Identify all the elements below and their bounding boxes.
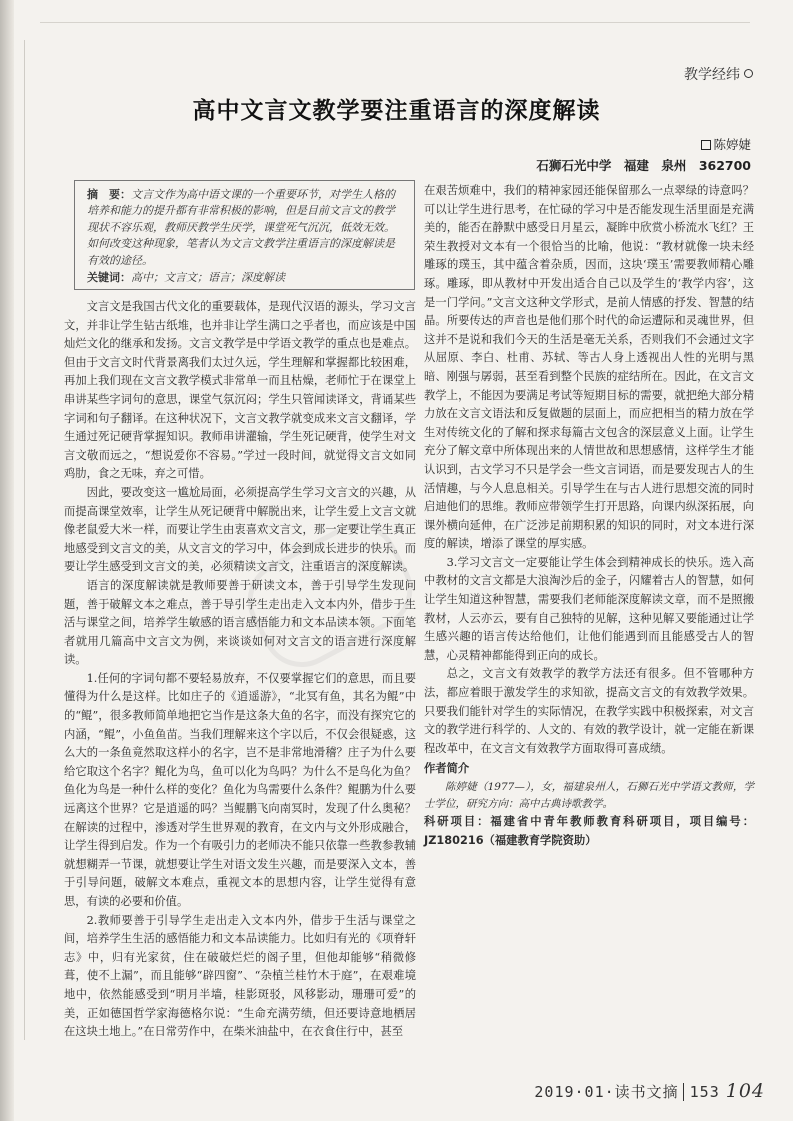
- scan-fold-line: [24, 40, 25, 1040]
- author-line: [701, 135, 751, 153]
- keywords-label: 关键词：: [87, 271, 131, 285]
- author-affiliation: 石狮石光中学 福建 泉州 362700: [536, 158, 751, 173]
- paragraph: 在艰苦烦难中，我们的精神家园还能保留那么一点翠绿的诗意吗？可以让学生进行思考，在忙碌的学习中是否能发现生活里面是充满美的，能否在静默中感受日月星云，凝眸中欣赏小桥流水飞红？王荣生教授对文本有一个很恰当的比喻，他说：“教材就像一块未经雕琢的璞玉，其中蕴含着杂质，因而，这块‘璞玉’需要教师精心雕琢。雕琢，即从教材中开发出适合自己以及学生的‘教学内容’，这是一门学问。”文言文这种文学形式，是前人情感的抒发、智慧的结晶。所要传达的声音也是他们那个时代的命运遭际和灵魂世界，但这并不是说和我们今天的生活是毫无关系，否则我们不会通过文字从屈原、李白、杜甫、苏轼、等古人身上透视出人性的光明与黑暗、刚强与孱弱，甚至看到整个民族的症结所在。因此，在文言文教学上，不能因为要满足考试等短期目标的需要，就把绝大部分精力放在文言文语法和反复做题的层面上，而应把相当的精力放在学生对传统文化的了解和探求每篇古文包含的深层意义上面。让学生充分了解文章中所体现出来的人情世故和思想感情，这样学生才能认识到，古文学习不只是学会一些文言词语，而是要发现古人的生活情趣，与今人息息相关。引导学生在与古人进行思想交流的同时启迪他们的思维。教师应带领学生打开思路，向课内纵深拓展，向课外横向延伸，在广泛涉足前期积累的知识的同时，对文本进行深度的解读，增添了课堂的厚实感。: [424, 184, 754, 551]
- handwritten-page-number: 104: [725, 1080, 765, 1102]
- section-tag-label: 教学经纬: [684, 67, 740, 83]
- keywords: [87, 270, 404, 286]
- abstract-label: 摘 要：: [87, 188, 131, 201]
- paragraph: 语言的深度解读就是教师要善于研读文本，善于引导学生发现问题，善于破解文本之难点，善于导引学生走出走入文本内外，借步于生活与课堂之间，培养学生敏感的语言感悟能力和文本品读本领。下面笔者就用几篇高中文言文为例，来谈谈如何对文言文的语言进行深度解读。: [64, 578, 416, 667]
- top-rule: [40, 22, 750, 23]
- page-number: 153: [683, 1083, 720, 1101]
- paragraph: 2.教师要善于引导学生走出走入文本内外，借步于生活与课堂之间，培养学生生活的感悟能力和文本品读能力。比如归有光的《项脊轩志》中，归有光家贫，住在破破烂烂的阁子里，但他却能够“稍微修葺，使不上漏”，而且能够“辟四窗”、“杂植兰桂竹木于庭”，在艰难境地中，依然能感受到“明月半墙，桂影斑驳，风移影动，珊珊可爱”的美，正如德国哲学家海德格尔说：“生命充满劳绩，但还要诗意地栖居在这块土地上。”在日常劳作中，在柴米油盐中，在衣食住行中，甚至: [64, 913, 416, 1039]
- paragraph: 文言文是我国古代文化的重要载体，是现代汉语的源头，学习文言文，并非让学生钻古纸堆，也并非让学生满口之乎者也，而应该是中国灿烂文化的继承和发扬。文言文教学是中学语文教学的重点也是难点。但由于文言文时代背景离我们太过久远，学生理解和掌握都比较困难，再加上我们现在文言文教学模式非常单一而且枯燥，老师忙于在课堂上串讲某些字词句的意思，课堂气氛沉闷；学生只管闻读译文，背诵某些字词和句子翻译。在这种状况下，文言文教学就变成来文言文翻译，学生通过死记硬背掌握知识。教师串讲灌输，学生死记硬背，使学生对文言文敬而远之，“想说爱你不容易。”学过一段时间，就觉得文言文如同鸡肋，食之无味，弃之可惜。: [64, 300, 416, 481]
- abstract: [87, 187, 404, 269]
- circle-icon: [744, 69, 753, 78]
- paragraph: 因此，要改变这一尴尬局面，必须提高学生学习文言文的兴趣，从而提高课堂效率，让学生从死记硬背中解脱出来，让学生爱上文言文就像老鼠爱大米一样，而要让学生由衷喜欢文言文，那一定要让学生真正地感受到文言文的美，从文言文的学习中，体会到成长进步的快乐。而要让学生感受到文言文的美，必须精读文言文，注重语言的深度解读。: [64, 485, 416, 574]
- author-intro: 陈婷婕（1977—），女，福建泉州人，石狮石光中学语文教师，学士学位，研究方向：高中古典诗歌教学。: [424, 781, 754, 810]
- paragraph: 1.任何的字词句都不要轻易放弃，不仅要掌握它们的意思，而且要懂得为什么是这样。比如庄子的《逍遥游》，“北冥有鱼，其名为鲲”中的“鲲”，很多教师简单地把它当作是这条大鱼的名字，而没有探究它的内涵，“鲲”，小鱼鱼苗。当我们理解来这个字以后，不仅会很疑惑，这么大的一条鱼竟然取这样小的名字，岂不是非常地滑稽？庄子为什么要给它取这个名字？鲲化为鸟，鱼可以化为鸟吗？为什么不是鸟化为鱼？鱼化为鸟是一种什么样的变化？鱼化为鸟需要什么条件？鲲鹏为什么要远离这个世界？它是逍遥的吗？当鲲鹏飞向南冥时，发现了什么奥秘？在解读的过程中，渗透对学生世界观的教育，在文内与文外形成融合，让学生得到启发。作为一个有吸引力的老师决不能只依靠一些教参教辅就想糊弄一节课，就想要让学生对语文发生兴趣，而是要深入文本，善于引导问题，破解文本难点，重视文本的思想内容，让学生觉得有意思，有读的必要和价值。: [64, 671, 416, 908]
- abstract-text: 文言文作为高中语文课的一个重要环节，对学生人格的培养和能力的提升都有非常积极的影响，但是目前文言文的教学现状不容乐观，教师厌教学生厌学，课堂死气沉沉，低效无效。如何改变这种现象，笔者认为文言文教学注重语言的深度解读是有效的途径。: [87, 188, 395, 267]
- paragraph: 总之，文言文有效教学的教学方法还有很多。但不管哪种方法，都应着眼于激发学生的求知欲，提高文言文的有效教学效果。只要我们能针对学生的实际情况，在教学实践中积极探索，对文言文的教学进行科学的、人文的、有效的教学设计，就一定能在新课程改革中，在文言文有效教学方面取得可喜成绩。: [424, 667, 754, 755]
- research-project: 科研项目：福建省中青年教师教育科研项目，项目编号：JZ180216（福建教育学院资助）: [424, 815, 754, 847]
- author-intro-heading: 作者简介: [424, 762, 470, 776]
- journal-issue: 2019·01·读书文摘: [534, 1083, 679, 1101]
- article-title: 高中文言文教学要注重语言的深度解读: [192, 97, 601, 124]
- author-name: 陈婷婕: [713, 137, 751, 152]
- abstract-box: [74, 180, 415, 290]
- keywords-text: 高中；文言文；语言；深度解读: [131, 271, 285, 285]
- paragraph: 3.学习文言文一定要能让学生体会到精神成长的快乐。选入高中教材的文言文都是大浪淘沙后的金子，闪耀着古人的智慧，如何让学生知道这种智慧，需要我们老师能深度解读文章，而不是照搬教材，人云亦云，要有自己独特的见解，这种见解又要能通过让学生感兴趣的语言传达给他们，让他们能遇到而且能感受古人的智慧，心灵精神都能得到正向的成长。: [424, 555, 754, 662]
- page-footer: [534, 1080, 765, 1102]
- section-tag: [684, 64, 753, 84]
- left-column: [64, 298, 416, 1042]
- right-column: [424, 182, 754, 850]
- page-edge-shadow: [0, 0, 14, 1121]
- square-icon: [701, 140, 711, 150]
